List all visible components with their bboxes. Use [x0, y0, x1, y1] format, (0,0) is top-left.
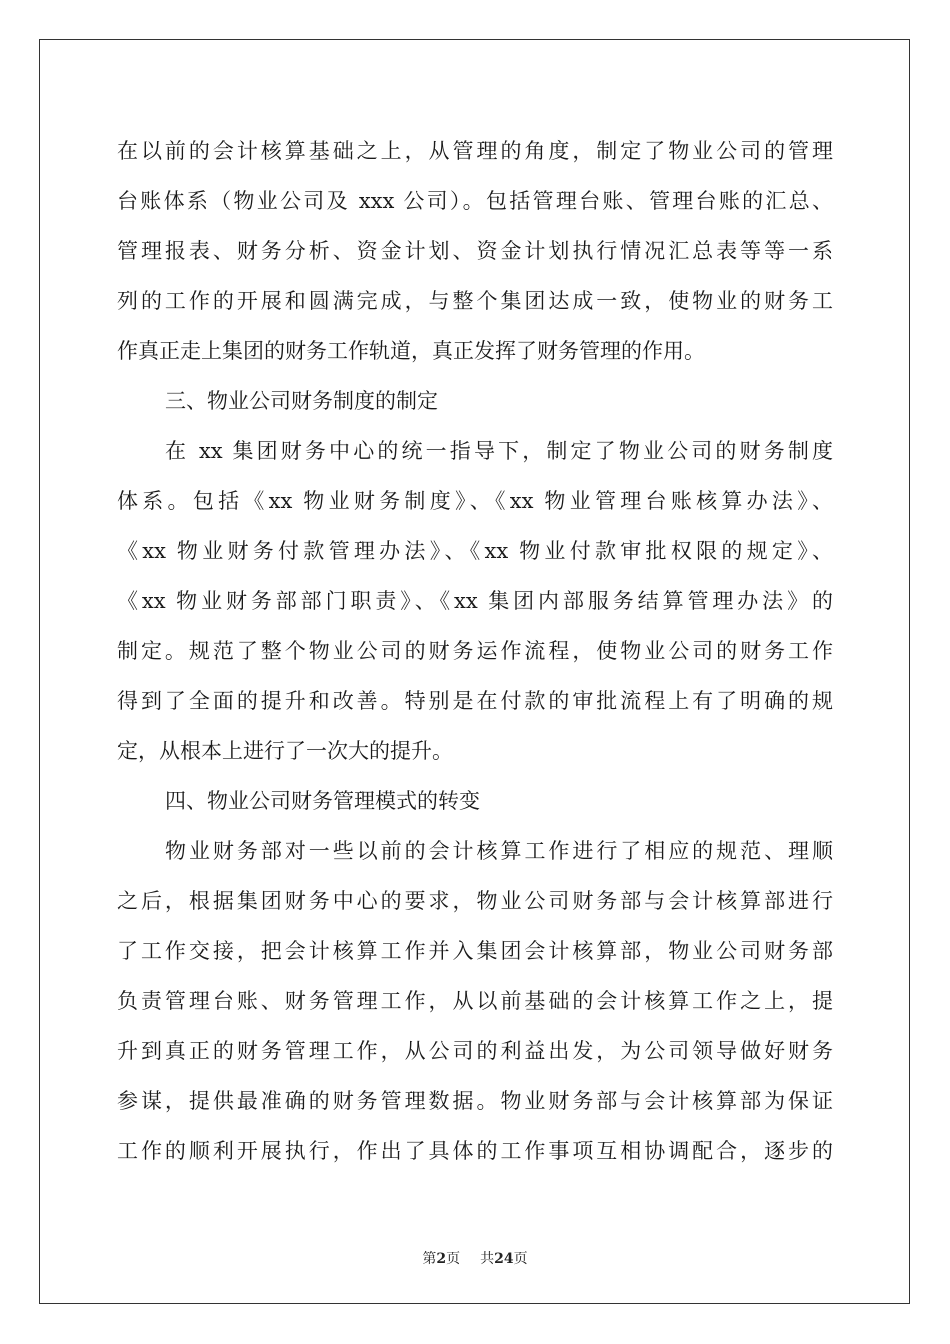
text-line: 之后，根据集团财务中心的要求，物业公司财务部与会计核算部进行: [117, 889, 833, 913]
section-heading: 三、物业公司财务制度的制定: [165, 389, 438, 413]
text-line: 体系。包括《xx 物业财务制度》、《xx 物业管理台账核算办法》、: [117, 489, 833, 513]
text-line: 参谋，提供最准确的财务管理数据。物业财务部与会计核算部为保证: [117, 1089, 833, 1113]
text-line: 了工作交接，把会计核算工作并入集团会计核算部，物业公司财务部: [117, 939, 833, 963]
text-line: 工作的顺利开展执行，作出了具体的工作事项互相协调配合，逐步的: [117, 1139, 833, 1163]
text-line: 负责管理台账、财务管理工作，从以前基础的会计核算工作之上，提: [117, 989, 833, 1013]
text-line: 列的工作的开展和圆满完成，与整个集团达成一致，使物业的财务工: [117, 289, 833, 313]
text-line: 在以前的会计核算基础之上，从管理的角度，制定了物业公司的管理: [117, 139, 833, 163]
text-line: 《xx 物业财务部部门职责》、《xx 集团内部服务结算管理办法》的: [117, 589, 833, 613]
page-prefix: 第: [422, 1251, 437, 1267]
text-line: 作真正走上集团的财务工作轨道，真正发挥了财务管理的作用。: [117, 339, 705, 363]
text-line: 得到了全面的提升和改善。特别是在付款的审批流程上有了明确的规: [117, 689, 833, 713]
total-prefix: 共: [480, 1251, 495, 1267]
section-heading: 四、物业公司财务管理模式的转变: [165, 789, 480, 813]
text-line: 制定。规范了整个物业公司的财务运作流程，使物业公司的财务工作: [117, 639, 833, 663]
page-suffix: 页: [446, 1251, 461, 1267]
total-pages: 24: [494, 1251, 514, 1267]
text-line: 物业财务部对一些以前的会计核算工作进行了相应的规范、理顺: [165, 839, 833, 863]
text-line: 在 xx 集团财务中心的统一指导下，制定了物业公司的财务制度: [165, 439, 833, 463]
text-line: 《xx 物业财务付款管理办法》、《xx 物业付款审批权限的规定》、: [117, 539, 833, 563]
text-line: 定，从根本上进行了一次大的提升。: [117, 739, 453, 763]
document-body: [117, 126, 833, 1176]
page-footer: [0, 1248, 950, 1268]
text-line: 管理报表、财务分析、资金计划、资金计划执行情况汇总表等等一系: [117, 239, 833, 263]
text-line: 台账体系（物业公司及 xxx 公司）。包括管理台账、管理台账的汇总、: [117, 189, 833, 213]
page-number: 2: [436, 1251, 447, 1267]
text-line: 升到真正的财务管理工作，从公司的利益出发，为公司领导做好财务: [117, 1039, 833, 1063]
total-suffix: 页: [513, 1251, 528, 1267]
